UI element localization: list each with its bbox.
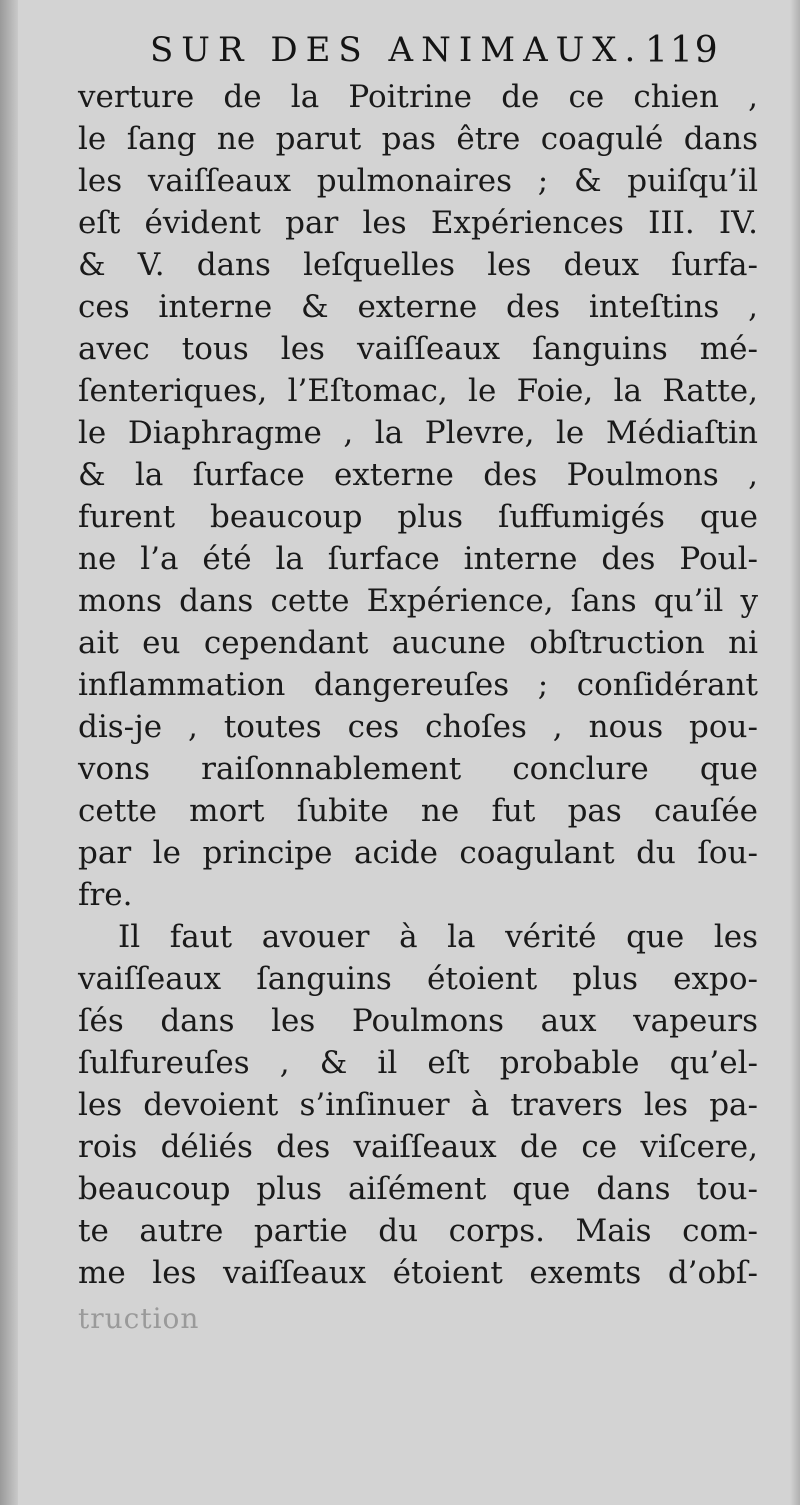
text-line: ſés dans les Poulmons aux vapeurs (78, 1003, 758, 1039)
text-line: beaucoup plus aiſément que dans tou- (78, 1171, 758, 1207)
page-number: 119 (645, 30, 720, 71)
text-line: eſt évident par les Expériences III. IV. (78, 205, 758, 241)
text-line: & V. dans leſquelles les deux ſurfa- (78, 247, 758, 283)
paragraph-2 (78, 916, 758, 1294)
text-line: le Diaphragme , la Plevre, le Médiaſtin (78, 415, 758, 451)
text-line: cette mort ſubite ne fut pas cauſée (78, 793, 758, 829)
text-line: & la ſurface externe des Poulmons , (78, 457, 758, 493)
text-line: par le principe acide coagulant du ſou- (78, 835, 758, 871)
text-line: verture de la Poitrine de ce chien , (78, 79, 758, 115)
text-line: rois déliés des vaiſſeaux de ce viſcere, (78, 1129, 758, 1165)
text-line: vaiſſeaux ſanguins étoient plus expo- (78, 961, 758, 997)
text-line: te autre partie du corps. Mais com- (78, 1213, 758, 1249)
text-line: vons raiſonnablement conclure que (78, 751, 758, 787)
page-header (150, 30, 790, 80)
running-head: SUR DES ANIMAUX. (150, 30, 644, 70)
body-text (78, 76, 758, 1294)
text-line: me les vaiſſeaux étoient exemts d’obſ- (78, 1255, 758, 1291)
text-line: dis-je , toutes ces choſes , nous pou- (78, 709, 758, 745)
text-line: ſenteriques, l’Eſtomac, le Foie, la Ratte, (78, 373, 758, 409)
text-line: inflammation dangereuſes ; conſidérant (78, 667, 758, 703)
text-line: furent beaucoup plus ſuffumigés que (78, 499, 758, 535)
text-line: avec tous les vaiſſeaux ſanguins mé- (78, 331, 758, 367)
text-line: fre. (78, 877, 133, 913)
text-line: ces interne & externe des inteſtins , (78, 289, 758, 325)
text-line: ait eu cependant aucune obſtruction ni (78, 625, 758, 661)
text-line: ſulfureuſes , & il eſt probable qu’el- (78, 1045, 758, 1081)
text-line: mons dans cette Expérience, ſans qu’il y (78, 583, 758, 619)
text-line: les devoient s’inſinuer à travers les pa- (78, 1087, 758, 1123)
bleed-through-text: truction (78, 1302, 200, 1335)
text-line: les vaiſſeaux pulmonaires ; & puiſqu’il (78, 163, 758, 199)
paragraph-1 (78, 76, 758, 916)
text-line: ne l’a été la ſurface interne des Poul- (78, 541, 758, 577)
text-line: Il faut avouer à la vérité que les (118, 919, 758, 955)
text-line: le ſang ne parut pas être coagulé dans (78, 121, 758, 157)
